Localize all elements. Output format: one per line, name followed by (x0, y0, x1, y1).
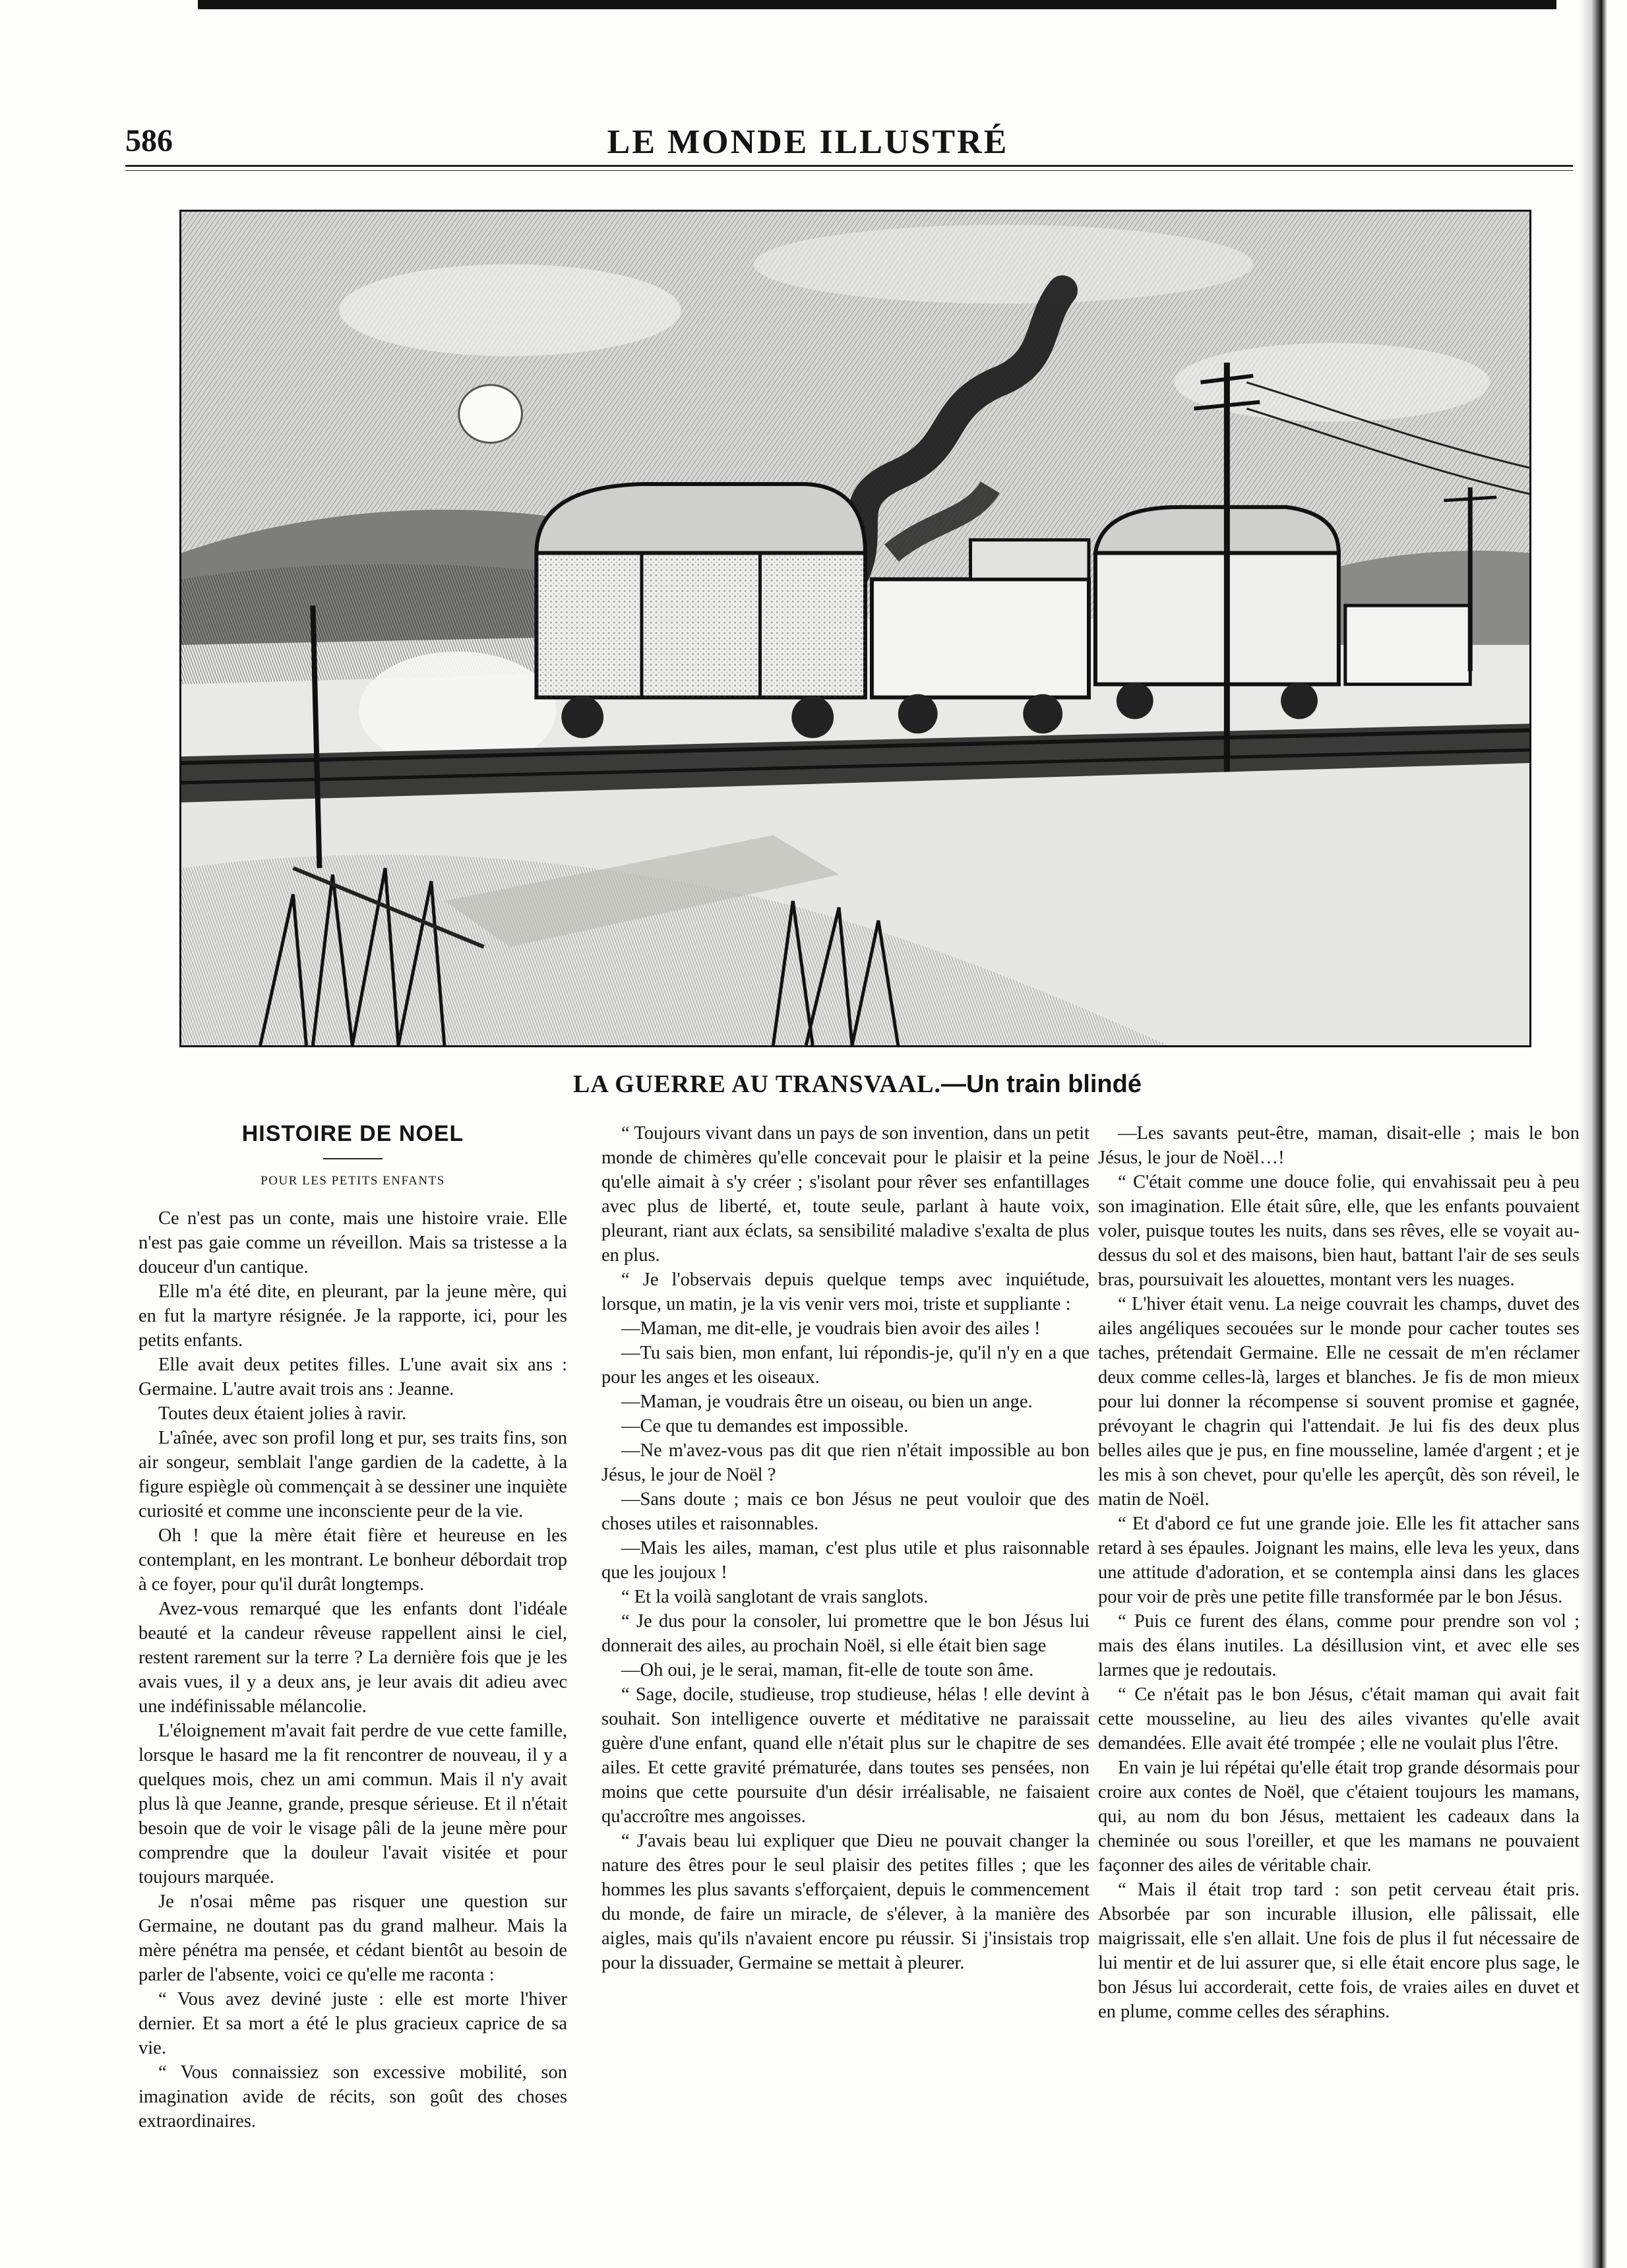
paragraph: “ Ce n'était pas le bon Jésus, c'était maman qui avait fait cette mousseline, au lieu des ailes vivantes qu'elle avait demandées. Elle avait été trompée ; elle ne voulait plus l'être. (1098, 1684, 1580, 1754)
paragraph: —Les savants peut-être, maman, disait-elle ; mais le bon Jésus, le jour de Noël…! (1098, 1123, 1580, 1168)
column-1 (138, 1121, 567, 2133)
paragraph: “ L'hiver était venu. La neige couvrait les champs, duvet des ailes angéliques secouées sur le monde pour cacher toutes ses taches, prétendait Germaine. Elle ne cessait de m'en réclamer deux comme celles-là, larges et blanches. Je fis de mon mieux pour lui donner la récompense si souvent promise et gagnée, prévoyant le chagrin qui l'attendait. Je lui fis des deux plus belles ailes que je pus, en fine mousseline, lamée d'argent ; et je les mis à son chevet, pour qu'elle les aperçût, dès son réveil, le matin de Noël. (1098, 1294, 1580, 1510)
paragraph: “ Vous connaissiez son excessive mobilité, son imagination avide de récits, son goût des choses extraordinaires. (138, 2062, 567, 2131)
paragraph: Je n'osai même pas risquer une question sur Germaine, ne doutant pas du grand malheur. Mais la mère pénétra ma pensée, et cédant bientôt au besoin de parler de l'absente, voici ce qu'elle me raconta : (138, 1891, 567, 1985)
paragraph: —Oh oui, je le serai, maman, fit-elle de toute son âme. (621, 1660, 1034, 1680)
paragraph: “ Vous avez deviné juste : elle est morte l'hiver dernier. Et sa mort a été le plus gracieux caprice de sa vie. (138, 1989, 567, 2058)
paragraph: En vain je lui répétai qu'elle était trop grande désormais pour croire aux contes de Noël, que c'étaient toujours les mamans, qui, au nom du bon Jésus, mettaient les cadeaux dans la cheminée ou sous l'oreiller, et que les mamans ne pouvaient façonner des ailes de véritable chair. (1098, 1758, 1580, 1876)
paragraph: L'éloignement m'avait fait perdre de vue cette famille, lorsque le hasard me la fit rencontrer de nouveau, il y a quelques mois, chez un ami commun. Mais il n'y avait plus là que Jeanne, grande, presque sérieuse. Et il n'était besoin que de voir le visage pâli de la jeune mère pour comprendre que la douleur l'avait visitée et pour toujours marquée. (138, 1721, 567, 1887)
column-3 (1098, 1121, 1580, 2024)
paragraph: —Tu sais bien, mon enfant, lui répondis-je, qu'il n'y en a que pour les anges et les oiseaux. (601, 1343, 1090, 1388)
paragraph: Oh ! que la mère était fière et heureuse en les contemplant, en les montrant. Le bonheur débordait trop à ce foyer, pour qu'il durât longtemps. (138, 1525, 567, 1595)
paragraph: “ Mais il était trop tard : son petit cerveau était pris. Absorbée par son incurable illusion, elle pâlissait, elle maigrissait, elle s'en allait. Une fois de plus il fut nécessaire de lui mentir et de lui assurer que, si elle était encore plus sage, le bon Jésus lui accorderait, cette fois, de vraies ailes en duvet et en plume, comme celles des séraphins. (1098, 1880, 1580, 2022)
column-2 (601, 1121, 1090, 1975)
page-number: 586 (125, 123, 173, 158)
paragraph: “ J'avais beau lui expliquer que Dieu ne pouvait changer la nature des êtres pour le seul plaisir des petites filles ; que les hommes les plus savants s'efforçaient, depuis le commencement du monde, de faire un miracle, de s'élever, à la manière des aigles, mais qu'ils n'avaient encore pu réussir. Si j'insistais trop pour la dissuader, Germaine se mettait à pleurer. (601, 1831, 1090, 1973)
paragraph: Avez-vous remarqué que les enfants dont l'idéale beauté et la candeur rêveuse rappellent ainsi le ciel, restent rarement sur la terre ? La dernière fois que je les avais vues, il y a deux ans, je leur avais dit adieu avec une indéfinissable mélancolie. (138, 1599, 567, 1717)
illustration-caption (343, 1070, 1372, 1099)
paragraph: —Mais les ailes, maman, c'est plus utile et plus raisonnable que les joujoux ! (601, 1538, 1090, 1583)
page-gutter-shadow (1580, 0, 1619, 2268)
armored-car-rear (536, 484, 865, 738)
armored-train-engraving (179, 210, 1531, 1047)
header-rule (125, 165, 1573, 167)
col1-body (138, 1206, 567, 2133)
paragraph: Ce n'est pas un conte, mais une histoire vraie. Elle n'est pas gaie comme un réveillon. Mais sa tristesse a la douceur d'un cantique. (138, 1208, 567, 1277)
paragraph: Elle m'a été dite, en pleurant, par la jeune mère, qui en fut la martyre résignée. Je la rapporte, ici, pour les petits enfants. (138, 1281, 567, 1351)
paragraph: “ Sage, docile, studieuse, trop studieuse, hélas ! elle devint à souhait. Son intelligence ouverte et méditative ne paraissait guère d'une enfant, quand elle n'était plus sur le chapitre de ses ailes. Et cette gravité prématurée, dans toutes ses pensées, non moins que cette poursuite d'un désir irréalisable, ne faisaient qu'accroître mes angoisses. (601, 1684, 1090, 1827)
engraving-image (181, 212, 1529, 1045)
paragraph: “ Puis ce furent des élans, comme pour prendre son vol ; mais des élans inutiles. La désillusion vint, et avec elle ses larmes que je redoutais. (1098, 1611, 1580, 1680)
paragraph: “ Et d'abord ce fut une grande joie. Elle les fit attacher sans retard à ses épaules. Joignant les mains, elle leva les yeux, dans une attitude d'adoration, et se contempla ainsi dans les glaces pour voir de près une petite fille transformée par le bon Jésus. (1098, 1514, 1580, 1607)
paragraph: “ Je l'observais depuis quelque temps avec inquiétude, lorsque, un matin, je la vis venir vers moi, triste et suppliante : (601, 1270, 1090, 1314)
paragraph: “ C'était comme une douce folie, qui envahissait peu à peu son imagination. Elle était sûre, elle, que les enfants pouvaient voler, puisque toutes les nuits, dans ses rêves, elle se voyait au-dessus du sol et des maisons, bien haut, battant l'air de ses seuls bras, poursuivait les alouettes, montant vers les nuages. (1098, 1172, 1580, 1290)
paragraph: L'aînée, avec son profil long et pur, ses traits fins, son air songeur, semblait l'ange gardien de la cadette, à la figure espiègle où commençait à se dessiner une inquiète curiosité et comme une inconsciente peur de la vie. (138, 1428, 567, 1521)
paragraph: “ Et la voilà sanglotant de vrais sanglots. (621, 1587, 929, 1607)
paragraph: Toutes deux étaient jolies à ravir. (158, 1403, 407, 1424)
paragraph: “ Toujours vivant dans un pays de son invention, dans un petit monde de chimères qu'elle concevait pour le plaisir et la peine qu'elle aimait à s'y créer ; s'isolant pour rêver ses enfantillages avec plus de liberté, et, toute seule, parlant à haute voix, pleurant, riant aux éclats, sa sensibilité maladive s'exalta de plus en plus. (601, 1123, 1090, 1266)
paragraph: “ Je dus pour la consoler, lui promettre que le bon Jésus lui donnerait des ailes, au prochain Noël, si elle était bien sage (601, 1611, 1090, 1656)
paragraph: —Sans doute ; mais ce bon Jésus ne peut vouloir que des choses utiles et raisonnables. (601, 1489, 1090, 1534)
paragraph: —Ce que tu demandes est impossible. (621, 1416, 909, 1436)
paragraph: —Ne m'avez-vous pas dit que rien n'était impossible au bon Jésus, le jour de Noël ? (601, 1440, 1090, 1485)
paragraph: Elle avait deux petites filles. L'une avait six ans : Germaine. L'autre avait trois ans : Jeanne. (138, 1355, 567, 1399)
title-rule (323, 1158, 383, 1159)
top-edge-bar (198, 0, 1556, 9)
header-rule-thin (125, 170, 1573, 171)
story-title: HISTOIRE DE NOEL (241, 1121, 464, 1146)
paragraph: —Maman, me dit-elle, je voudrais bien avoir des ailes ! (621, 1318, 1041, 1339)
caption-subtitle: —Un train blindé (940, 1070, 1142, 1098)
masthead: LE MONDE ILLUSTRÉ (607, 123, 1009, 161)
story-subtitle: POUR LES PETITS ENFANTS (261, 1174, 445, 1188)
paragraph: —Maman, je voudrais être un oiseau, ou bien un ange. (621, 1392, 1033, 1412)
caption-title: LA GUERRE AU TRANSVAAL. (573, 1070, 941, 1098)
